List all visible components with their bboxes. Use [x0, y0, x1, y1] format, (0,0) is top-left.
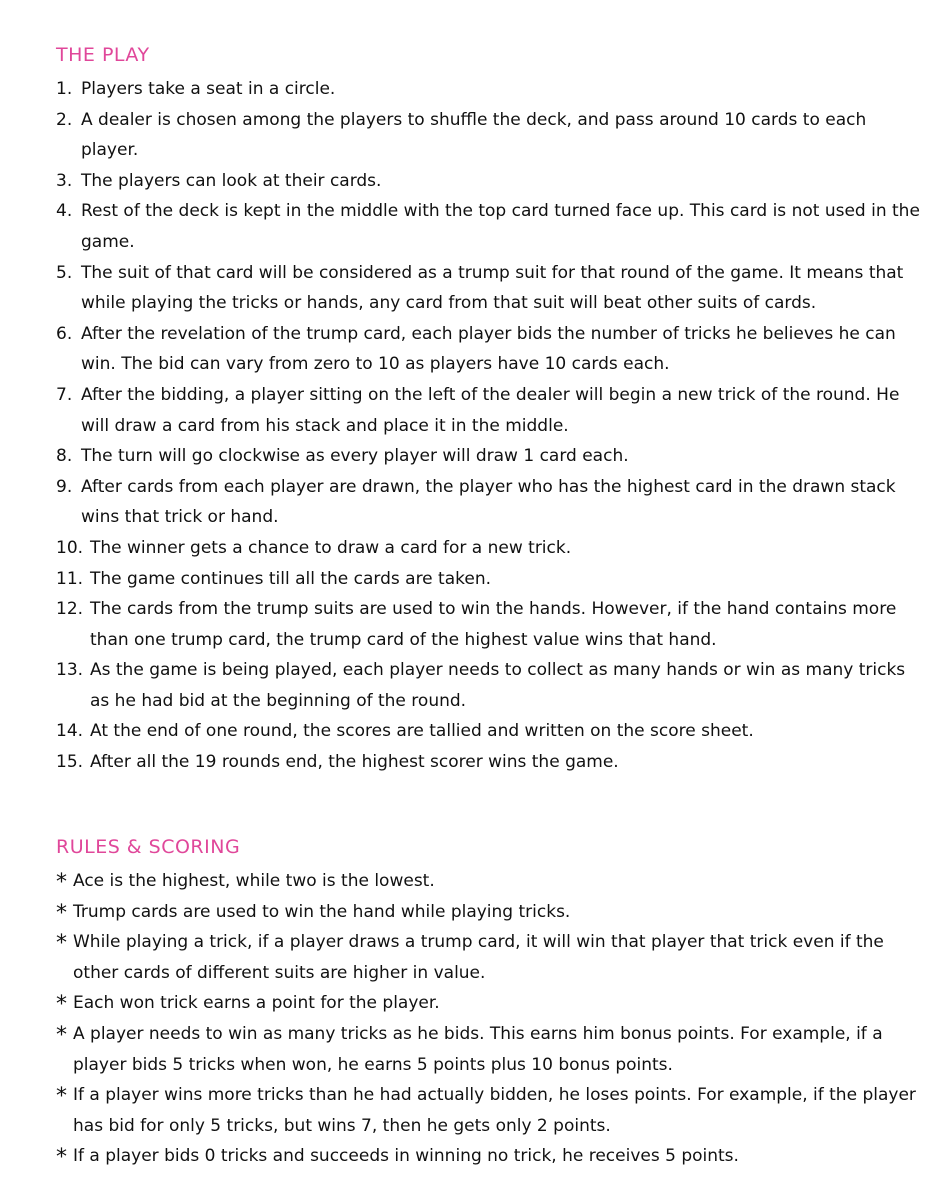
- play-step-4: [56, 196, 926, 257]
- step-text: The turn will go clockwise as every player will draw 1 card each.: [81, 446, 629, 467]
- step-number: 4.: [56, 201, 73, 222]
- the-play-list: [56, 74, 926, 778]
- step-text: The winner gets a chance to draw a card for a new trick.: [90, 537, 572, 558]
- step-number: 11.: [56, 568, 84, 589]
- step-text: After the bidding, a player sitting on the left of the dealer will begin a new trick of the round. He will draw a card from his stack and place it in the middle.: [81, 384, 900, 436]
- step-number: 5.: [56, 262, 73, 283]
- rules-scoring-heading: RULES & SCORING: [56, 836, 241, 858]
- asterisk-icon: *: [56, 1022, 67, 1048]
- play-step-3: [56, 166, 926, 197]
- play-step-12: [56, 594, 926, 655]
- step-number: 14.: [56, 721, 84, 742]
- rule-item: [56, 897, 926, 928]
- rule-text: While playing a trick, if a player draws a trump card, it will win that player that trick even if the other cards of different suits are higher in value.: [73, 932, 884, 983]
- play-step-1: [56, 74, 926, 105]
- step-number: 13.: [56, 660, 84, 681]
- asterisk-icon: *: [56, 1084, 67, 1110]
- rule-item: [56, 1141, 926, 1172]
- rule-text: A player needs to win as many tricks as he bids. This earns him bonus points. For example, if a player bids 5 tricks when won, he earns 5 points plus 10 bonus points.: [73, 1023, 883, 1075]
- rule-item: [56, 866, 926, 897]
- play-step-11: [56, 564, 926, 595]
- play-step-5: [56, 258, 926, 319]
- rules-scoring-list: [56, 866, 926, 1172]
- step-text: As the game is being played, each player needs to collect as many hands or win as many tricks as he had bid at the beginning of the round.: [90, 660, 906, 711]
- rule-text: If a player bids 0 tricks and succeeds in winning no trick, he receives 5 points.: [73, 1146, 739, 1167]
- step-number: 6.: [56, 323, 73, 344]
- play-step-8: [56, 441, 926, 472]
- play-step-14: [56, 716, 926, 747]
- step-number: 7.: [56, 384, 73, 405]
- asterisk-icon: *: [56, 931, 67, 957]
- step-text: The players can look at their cards.: [81, 170, 382, 191]
- rule-text: If a player wins more tricks than he had actually bidden, he loses points. For example, if the player has bid for only 5 tricks, but wins 7, then he gets only 2 points.: [73, 1085, 916, 1136]
- step-number: 15.: [56, 752, 84, 773]
- rule-text: Ace is the highest, while two is the lowest.: [73, 871, 435, 891]
- rule-item: [56, 988, 926, 1019]
- rule-text: Trump cards are used to win the hand while playing tricks.: [73, 901, 571, 922]
- step-text: After the revelation of the trump card, each player bids the number of tricks he believes he can win. The bid can vary from zero to 10 as players have 10 cards each.: [81, 323, 896, 375]
- step-text: At the end of one round, the scores are tallied and written on the score sheet.: [90, 721, 754, 742]
- step-text: After all the 19 rounds end, the highest scorer wins the game.: [90, 752, 619, 773]
- rule-text: Each won trick earns a point for the player.: [73, 993, 440, 1014]
- asterisk-icon: *: [56, 900, 67, 926]
- step-text: The game continues till all the cards are taken.: [90, 568, 492, 589]
- step-number: 3.: [56, 170, 73, 191]
- rule-item: [56, 927, 926, 988]
- asterisk-icon: *: [56, 870, 67, 895]
- play-step-13: [56, 655, 926, 716]
- step-number: 12.: [56, 599, 84, 620]
- the-play-heading: THE PLAY: [56, 44, 150, 66]
- rule-item: [56, 1019, 926, 1080]
- play-step-2: [56, 105, 926, 166]
- play-step-7: [56, 380, 926, 441]
- step-number: 2.: [56, 109, 73, 130]
- rule-item: [56, 1080, 926, 1141]
- step-number: 9.: [56, 476, 73, 497]
- asterisk-icon: *: [56, 1145, 67, 1171]
- step-text: Players take a seat in a circle.: [81, 79, 336, 99]
- step-text: After cards from each player are drawn, the player who has the highest card in the drawn stack wins that trick or hand.: [81, 476, 896, 528]
- play-step-9: [56, 472, 926, 533]
- play-step-10: [56, 533, 926, 564]
- play-step-15: [56, 747, 926, 778]
- step-number: 8.: [56, 446, 73, 467]
- step-number: 10.: [56, 537, 84, 558]
- step-text: The cards from the trump suits are used to win the hands. However, if the hand contains more than one trump card, the trump card of the highest value wins that hand.: [90, 599, 897, 650]
- step-text: Rest of the deck is kept in the middle with the top card turned face up. This card is not used in the game.: [81, 201, 920, 252]
- play-step-6: [56, 319, 926, 380]
- step-text: The suit of that card will be considered as a trump suit for that round of the game. It means that while playing the tricks or hands, any card from that suit will beat other suits of cards.: [81, 262, 904, 314]
- step-number: 1.: [56, 79, 73, 99]
- step-text: A dealer is chosen among the players to shuffle the deck, and pass around 10 cards to each player.: [81, 109, 867, 161]
- asterisk-icon: *: [56, 992, 67, 1018]
